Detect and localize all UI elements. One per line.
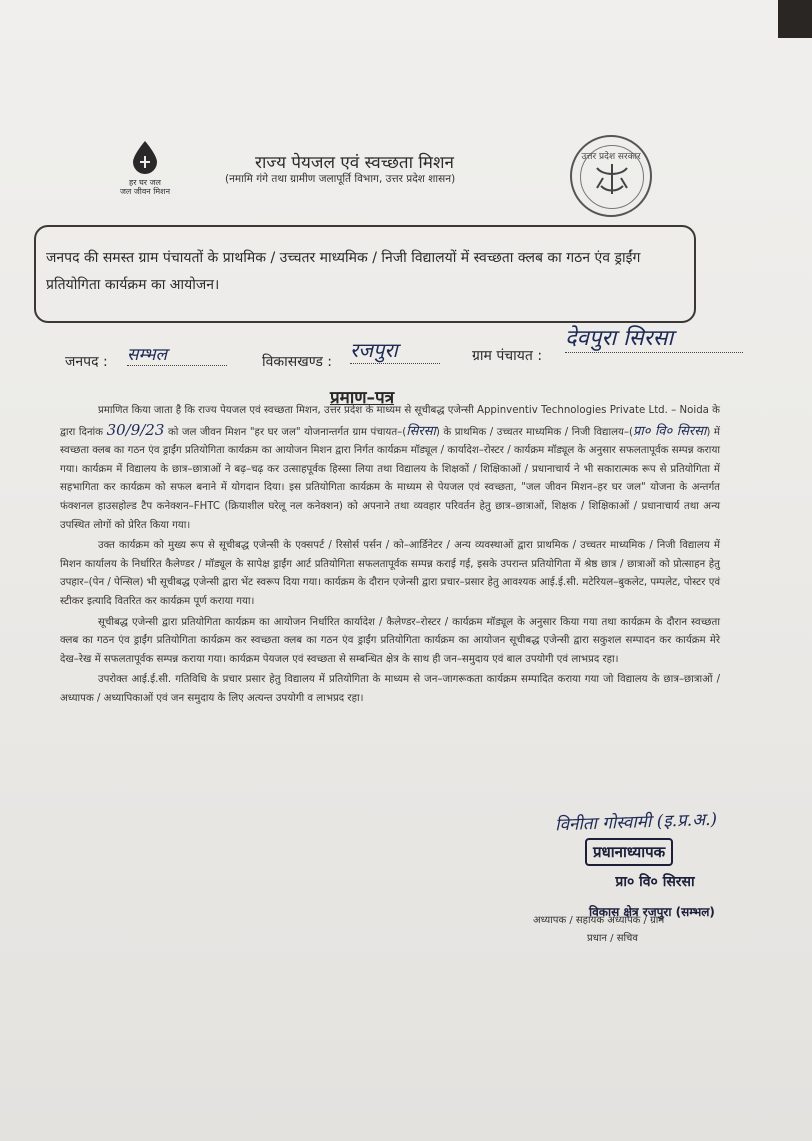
paragraph-1-text-d: ) में स्वच्छता क्लब का गठन एंव ड्राईंग प्रतियोगिता कार्यक्रम का आयोजन मिशन द्वारा निर्गत कार्यक्रम मॉड्यूल / कार्यादेश–रोस्टर / कार्यक्रम मॉड्यूल के अनुसार सफलतापूर्वक सम्पन्न कराया गया। कार्यक्रम में विद्यालय के छात्र–छात्राओं ने बढ़–चढ़ कर उत्साहपूर्वक हिस्सा लिया तथा विद्यालय के शिक्षकों / शिक्षिकाओं / प्रधानाचार्य ने भी सकारात्मक रूप से प्रतियोगिता में सहभागिता कर कार्यक्रम को सफल बनाने में योगदान दिया। इस प्रतियोगिता कार्यक्रम के माध्यम से पेयजल एवं स्वच्छता, "जल जीवन मिशन–हर घर जल" योजना के अन्तर्गत फंक्शनल हाउसहोल्ड टैप कनेक्शन–FHTC (क्रियाशील घरेलू नल कनेक्शन) को अपनाने तथा व्यवहार परिवर्तन हेतु छात्र–छात्राओं, शिक्षक / शिक्षिकाओं / प्रधानाचार्य तथा अन्य उपस्थित लोगों को प्रेरित किया गया। <box>60 426 720 531</box>
paragraph-3: सूचीबद्ध एजेन्सी द्वारा प्रतियोगिता कार्यक्रम का आयोजन निर्धारित कार्यादेश / कैलेण्डर–रोस्टर / कार्यक्रम मॉड्यूल के अनुसार किया गया तथा कार्यक्रम के दौरान स्वच्छता क्लब का गठन एंव ड्राईंग प्रतियोगिता कार्यक्रम कर स्वच्छता क्लब का गठन एंव ड्राईंग प्रतियोगिता कार्यक्रम का आयोजन सूचीबद्ध एजेन्सी द्वारा सकुशल सम्पादन कर कार्यक्रम मेरे देख–रेख में सफलतापूर्वक सम्पन्न कराया गया। कार्यक्रम पेयजल एवं स्वच्छता से सम्बन्धित क्षेत्र के साथ ही जन–समुदाय एवं बाल उपयोगी एवं लाभप्रद रहा। <box>60 616 720 665</box>
panchayat-value: देवपुरा सिरसा <box>565 322 743 353</box>
emblem-text: उत्तर प्रदेश सरकार <box>581 152 641 162</box>
block-value: रजपुरा <box>350 336 440 364</box>
subject-banner-text: जनपद की समस्त ग्राम पंचायतों के प्राथमिक / उच्चतर माध्यमिक / निजी विद्यालयों में स्वच्छता क्लब का गठन एंव ड्राईंग प्रतियोगिता कार्यक्रम का आयोजन। <box>46 250 641 293</box>
panchayat-label: ग्राम पंचायत : <box>472 348 543 364</box>
background-corner <box>778 0 812 38</box>
district-label: जनपद : <box>65 354 108 370</box>
paragraph-1 <box>60 402 720 535</box>
stamp-place: विकास क्षेत्र रजपुरा (सम्भल) <box>589 905 715 919</box>
logo-caption-1: हर घर जल <box>129 178 161 187</box>
paragraph-1-text-a: प्रमाणित किया जाता है कि राज्य पेयजल एवं स्वच्छता मिशन, उत्तर प्रदेश के माध्यम से सूचीबद्ध एजेन्सी Appinventiv Technologies Private Ltd. – Noida के द्वारा दिनांक <box>60 405 720 438</box>
header-subtitle: (नमामि गंगे तथा ग्रामीण जलापूर्ति विभाग, उत्तर प्रदेश शासन) <box>225 173 456 185</box>
jal-jeevan-mission-logo <box>100 140 190 215</box>
handwritten-signature: विनीता गोस्वामी (इ.प्र.अ.) <box>554 809 718 836</box>
village-name: सिरसा <box>406 423 436 439</box>
paragraph-2: उक्त कार्यक्रम को मुख्य रूप से सूचीबद्ध एजेन्सी के एक्सपर्ट / रिसोर्स पर्सन / को–आर्डिनेटर / अन्य व्यवस्थाओं द्वारा प्राथमिक / उच्चतर माध्यमिक / निजी विद्यालय में मिशन कार्यालय के निर्धारित कैलेण्डर / मॉड्यूल के सापेक्ष ड्राईंग आर्ट प्रतियोगिता सफलतापूर्वक सम्पन्न कराई गई, इसके उपरान्त प्रतियोगिता में श्रेष्ठ छात्र / छात्राओं को प्रोत्साहन हेतु उपहार–(पेन / पेन्सिल) भी सूचीबद्ध एजेन्सी द्वारा भेंट स्वरूप दिया गया। कार्यक्रम के दौरान एजेन्सी द्वारा प्रचार–प्रसार हेतु आवश्यक आई.ई.सी. मटेरियल–बुकलेट, पम्पलेट, पोस्टर एवं स्टीकर इत्यादि वितरित कर कार्यक्रम पूर्ण कराया गया। <box>60 540 720 607</box>
school-name: प्रा० वि० सिरसा <box>632 423 707 439</box>
up-government-emblem <box>570 135 652 217</box>
signatory-role-line-1: अध्यापक / सहायक अध्यापक / ग्राम <box>533 915 665 926</box>
program-date: 30/9/23 <box>106 420 165 439</box>
block-label: विकासखण्ड : <box>262 354 333 370</box>
paragraph-1-text-b: को जल जीवन मिशन "हर घर जल" योजनान्तर्गत ग्राम पंचायत–( <box>167 426 407 438</box>
headmaster-stamp <box>585 838 725 920</box>
subject-banner <box>34 225 696 323</box>
district-value: सम्भल <box>127 342 227 366</box>
paragraph-4: उपरोक्त आई.ई.सी. गतिविधि के प्रचार प्रसार हेतु विद्यालय में प्रतियोगिता के माध्यम से जन–जागरूकता कार्यक्रम सम्पादित कराया गया जो विद्यालय के छात्र–छात्राओं / अध्यापक / अध्यापिकाओं एवं जन समुदाय के लिए अत्यन्त उपयोगी व लाभप्रद रहा। <box>60 674 720 704</box>
certificate-title: प्रमाण–पत्र <box>330 388 395 408</box>
signatory-role-line-2: प्रधान / सचिव <box>587 933 638 944</box>
logo-caption-2: जल जीवन मिशन <box>119 187 171 196</box>
paragraph-1-text-c: ) के प्राथमिक / उच्चतर माध्यमिक / निजी विद्यालय–( <box>435 426 633 438</box>
stamp-title: प्रधानाध्यापक <box>585 838 673 866</box>
stamp-school: प्रा० वि० सिरसा <box>615 874 695 890</box>
water-drop-icon <box>130 140 160 174</box>
certificate-body <box>60 402 720 711</box>
header-title: राज्य पेयजल एवं स्वच्छता मिशन <box>255 153 454 173</box>
